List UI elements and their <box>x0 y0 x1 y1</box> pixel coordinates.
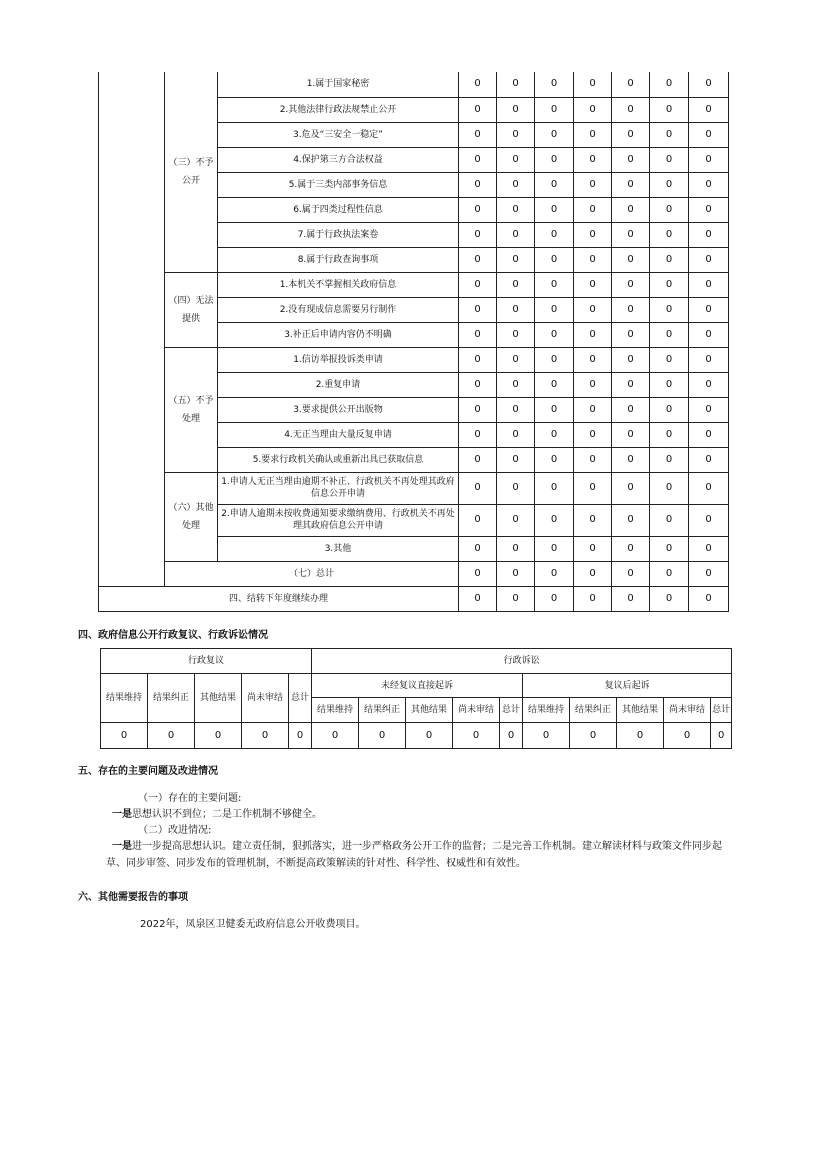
direct-column-header: 其他结果 <box>406 698 453 723</box>
value-cell: 0 <box>497 561 535 586</box>
value-cell: 0 <box>459 172 497 197</box>
value-cell: 0 <box>500 723 523 749</box>
row-label: 4.保护第三方合法权益 <box>218 147 459 172</box>
value-cell: 0 <box>689 297 729 322</box>
value-cell: 0 <box>535 586 574 611</box>
value-cell: 0 <box>689 247 729 272</box>
value-cell: 0 <box>612 297 650 322</box>
value-cell: 0 <box>148 723 195 749</box>
value-cell: 0 <box>459 197 497 222</box>
row-label: 7.属于行政执法案卷 <box>218 222 459 247</box>
value-cell: 0 <box>497 122 535 147</box>
value-cell: 0 <box>497 97 535 122</box>
after-column-header: 总计 <box>711 698 732 723</box>
outer-category-cell <box>99 72 165 586</box>
row-label: 5.要求行政机关确认或重新出具已获取信息 <box>218 447 459 472</box>
value-cell: 0 <box>101 723 148 749</box>
value-cell: 0 <box>574 297 612 322</box>
carryover-row <box>99 586 729 611</box>
value-cell: 0 <box>612 272 650 297</box>
after-column-header: 其他结果 <box>617 698 664 723</box>
group-label: （五）不予处理 <box>165 347 218 472</box>
improve-lead: 一是 <box>112 841 132 852</box>
direct-column-header: 总计 <box>500 698 523 723</box>
review-litigation-table <box>100 648 732 749</box>
after-column-header: 结果纠正 <box>570 698 617 723</box>
value-cell: 0 <box>459 397 497 422</box>
value-cell: 0 <box>497 72 535 97</box>
value-cell: 0 <box>711 723 732 749</box>
value-cell: 0 <box>650 122 689 147</box>
value-cell: 0 <box>535 247 574 272</box>
value-cell: 0 <box>195 723 242 749</box>
value-cell: 0 <box>689 372 729 397</box>
value-cell: 0 <box>535 447 574 472</box>
value-cell: 0 <box>574 147 612 172</box>
review-column-header: 尚未审结 <box>242 674 289 723</box>
after-column-header: 结果维持 <box>523 698 570 723</box>
improve-paragraph <box>106 838 724 872</box>
value-cell: 0 <box>523 723 570 749</box>
value-cell: 0 <box>497 172 535 197</box>
row-label: 6.属于四类过程性信息 <box>218 197 459 222</box>
value-cell: 0 <box>535 561 574 586</box>
value-cell: 0 <box>612 536 650 561</box>
value-cell: 0 <box>612 372 650 397</box>
table-row <box>99 72 729 97</box>
value-cell: 0 <box>574 122 612 147</box>
value-cell: 0 <box>650 172 689 197</box>
value-cell: 0 <box>574 197 612 222</box>
value-cell: 0 <box>574 536 612 561</box>
value-cell: 0 <box>664 723 711 749</box>
row-label: 4.无正当理由大量反复申请 <box>218 422 459 447</box>
row-label: 1.本机关不掌握相关政府信息 <box>218 272 459 297</box>
value-cell: 0 <box>497 322 535 347</box>
value-cell: 0 <box>612 347 650 372</box>
value-cell: 0 <box>535 372 574 397</box>
value-cell: 0 <box>612 397 650 422</box>
row-label: 1.信访举报投诉类申请 <box>218 347 459 372</box>
value-cell: 0 <box>612 586 650 611</box>
value-cell: 0 <box>612 322 650 347</box>
value-cell: 0 <box>650 472 689 504</box>
value-cell: 0 <box>650 347 689 372</box>
value-cell: 0 <box>612 222 650 247</box>
value-cell: 0 <box>612 247 650 272</box>
value-cell: 0 <box>459 347 497 372</box>
value-cell: 0 <box>497 347 535 372</box>
value-cell: 0 <box>535 72 574 97</box>
row-label: 8.属于行政查询事项 <box>218 247 459 272</box>
value-cell: 0 <box>612 97 650 122</box>
row-label: 3.危及“三安全一稳定” <box>218 122 459 147</box>
row-label: 3.其他 <box>218 536 459 561</box>
value-cell: 0 <box>497 536 535 561</box>
value-cell: 0 <box>289 723 312 749</box>
value-cell: 0 <box>650 322 689 347</box>
section5-title: 五、存在的主要问题及改进情况 <box>78 766 218 777</box>
improve-heading: （二）改进情况: <box>138 825 212 836</box>
value-cell: 0 <box>650 147 689 172</box>
value-cell: 0 <box>689 397 729 422</box>
row-label: 5.属于三类内部事务信息 <box>218 172 459 197</box>
value-cell: 0 <box>535 397 574 422</box>
value-cell: 0 <box>650 586 689 611</box>
after-column-header: 尚未审结 <box>664 698 711 723</box>
review-column-header: 其他结果 <box>195 674 242 723</box>
value-cell: 0 <box>459 322 497 347</box>
section6-text: 2022年，凤泉区卫健委无政府信息公开收费项目。 <box>140 919 366 930</box>
value-cell: 0 <box>612 147 650 172</box>
direct-column-header: 结果维持 <box>312 698 359 723</box>
row-label: 2.重复申请 <box>218 372 459 397</box>
litigation-header: 行政诉讼 <box>312 649 732 674</box>
value-cell: 0 <box>689 222 729 247</box>
value-cell: 0 <box>689 72 729 97</box>
row-label: 1.属于国家秘密 <box>218 72 459 97</box>
value-cell: 0 <box>612 172 650 197</box>
value-cell: 0 <box>612 122 650 147</box>
value-cell: 0 <box>574 272 612 297</box>
value-cell: 0 <box>574 561 612 586</box>
value-cell: 0 <box>497 247 535 272</box>
value-cell: 0 <box>689 586 729 611</box>
value-cell: 0 <box>612 561 650 586</box>
value-cell: 0 <box>574 397 612 422</box>
value-cell: 0 <box>535 536 574 561</box>
value-cell: 0 <box>650 272 689 297</box>
row-label: 1.申请人无正当理由逾期不补正、行政机关不再处理其政府信息公开申请 <box>218 472 459 504</box>
value-cell: 0 <box>497 397 535 422</box>
value-cell: 0 <box>459 372 497 397</box>
value-cell: 0 <box>497 447 535 472</box>
value-cell: 0 <box>535 297 574 322</box>
review-column-header: 总计 <box>289 674 312 723</box>
value-cell: 0 <box>574 372 612 397</box>
value-cell: 0 <box>535 147 574 172</box>
value-cell: 0 <box>535 347 574 372</box>
value-cell: 0 <box>459 147 497 172</box>
value-cell: 0 <box>650 97 689 122</box>
value-cell: 0 <box>689 422 729 447</box>
value-cell: 0 <box>650 197 689 222</box>
value-cell: 0 <box>497 222 535 247</box>
value-cell: 0 <box>574 72 612 97</box>
value-cell: 0 <box>689 447 729 472</box>
value-cell: 0 <box>574 97 612 122</box>
value-cell: 0 <box>617 723 664 749</box>
value-cell: 0 <box>574 247 612 272</box>
value-cell: 0 <box>497 272 535 297</box>
table-row <box>99 272 729 297</box>
value-cell: 0 <box>497 197 535 222</box>
value-cell: 0 <box>689 172 729 197</box>
value-cell: 0 <box>574 172 612 197</box>
group-label: （三）不予公开 <box>165 72 218 272</box>
value-cell: 0 <box>459 561 497 586</box>
value-cell: 0 <box>612 447 650 472</box>
value-cell: 0 <box>535 422 574 447</box>
value-cell: 0 <box>650 504 689 536</box>
value-cell: 0 <box>535 504 574 536</box>
value-cell: 0 <box>453 723 500 749</box>
table-row <box>99 472 729 504</box>
row-label: 3.要求提供公开出版物 <box>218 397 459 422</box>
value-cell: 0 <box>312 723 359 749</box>
carryover-label: 四、结转下年度继续办理 <box>99 586 459 611</box>
value-cell: 0 <box>459 504 497 536</box>
value-cell: 0 <box>574 322 612 347</box>
value-cell: 0 <box>497 472 535 504</box>
value-cell: 0 <box>459 586 497 611</box>
value-cell: 0 <box>650 372 689 397</box>
application-handling-table <box>98 72 729 612</box>
problems-text: 思想认识不到位；二是工作机制不够健全。 <box>132 809 322 820</box>
value-cell: 0 <box>689 197 729 222</box>
value-cell: 0 <box>689 122 729 147</box>
value-cell: 0 <box>535 122 574 147</box>
value-cell: 0 <box>459 272 497 297</box>
value-cell: 0 <box>612 472 650 504</box>
value-cell: 0 <box>612 197 650 222</box>
value-cell: 0 <box>535 172 574 197</box>
value-cell: 0 <box>650 397 689 422</box>
value-cell: 0 <box>497 422 535 447</box>
value-cell: 0 <box>459 297 497 322</box>
value-cell: 0 <box>574 422 612 447</box>
direct-suit-header: 未经复议直接起诉 <box>312 674 523 698</box>
value-cell: 0 <box>535 222 574 247</box>
row-label: 2.申请人逾期未按收费通知要求缴纳费用、行政机关不再处理其政府信息公开申请 <box>218 504 459 536</box>
value-cell: 0 <box>497 297 535 322</box>
value-cell: 0 <box>459 72 497 97</box>
value-cell: 0 <box>612 72 650 97</box>
value-cell: 0 <box>497 504 535 536</box>
section4-title: 四、政府信息公开行政复议、行政诉讼情况 <box>78 630 268 641</box>
row-label: 2.其他法律行政法规禁止公开 <box>218 97 459 122</box>
value-cell: 0 <box>650 222 689 247</box>
value-cell: 0 <box>459 222 497 247</box>
value-cell: 0 <box>406 723 453 749</box>
value-cell: 0 <box>535 322 574 347</box>
value-cell: 0 <box>650 72 689 97</box>
improve-text: 进一步提高思想认识。建立责任制，狠抓落实，进一步严格政务公开工作的监督；二是完善工作机制。建立解读材料与政策文件同步起草、同步审签、同步发布的管理机制，不断提高政策解读的针对性、科学性、权威性和有效性。 <box>106 841 722 869</box>
value-cell: 0 <box>689 504 729 536</box>
value-cell: 0 <box>612 422 650 447</box>
value-cell: 0 <box>242 723 289 749</box>
value-cell: 0 <box>689 536 729 561</box>
problems-lead: 一是 <box>112 809 132 820</box>
value-cell: 0 <box>650 447 689 472</box>
value-cell: 0 <box>689 272 729 297</box>
value-cell: 0 <box>459 247 497 272</box>
value-cell: 0 <box>650 247 689 272</box>
value-cell: 0 <box>359 723 406 749</box>
value-cell: 0 <box>650 561 689 586</box>
direct-column-header: 结果纠正 <box>359 698 406 723</box>
value-cell: 0 <box>535 272 574 297</box>
value-cell: 0 <box>497 147 535 172</box>
group-label: （四）无法提供 <box>165 272 218 347</box>
value-cell: 0 <box>459 536 497 561</box>
row-label: 3.补正后申请内容仍不明确 <box>218 322 459 347</box>
value-cell: 0 <box>574 472 612 504</box>
value-cell: 0 <box>689 561 729 586</box>
value-cell: 0 <box>650 536 689 561</box>
value-cell: 0 <box>535 97 574 122</box>
value-cell: 0 <box>650 297 689 322</box>
problems-paragraph <box>112 806 322 823</box>
value-cell: 0 <box>535 472 574 504</box>
value-cell: 0 <box>689 347 729 372</box>
group-label: （六）其他处理 <box>165 472 218 561</box>
value-cell: 0 <box>689 147 729 172</box>
total-label: （七）总计 <box>165 561 459 586</box>
value-cell: 0 <box>689 472 729 504</box>
review-column-header: 结果纠正 <box>148 674 195 723</box>
value-cell: 0 <box>650 422 689 447</box>
value-cell: 0 <box>574 586 612 611</box>
problems-heading: （一）存在的主要问题: <box>138 793 242 804</box>
section6-title: 六、其他需要报告的事项 <box>78 892 188 903</box>
value-cell: 0 <box>497 372 535 397</box>
value-cell: 0 <box>459 472 497 504</box>
direct-column-header: 尚未审结 <box>453 698 500 723</box>
total-row <box>99 561 729 586</box>
value-cell: 0 <box>459 447 497 472</box>
review-header: 行政复议 <box>101 649 312 674</box>
review-column-header: 结果维持 <box>101 674 148 723</box>
value-cell: 0 <box>497 586 535 611</box>
after-review-header: 复议后起诉 <box>523 674 732 698</box>
value-cell: 0 <box>612 504 650 536</box>
value-cell: 0 <box>574 222 612 247</box>
value-cell: 0 <box>689 322 729 347</box>
value-cell: 0 <box>459 97 497 122</box>
value-cell: 0 <box>574 347 612 372</box>
row-label: 2.没有现成信息需要另行制作 <box>218 297 459 322</box>
table-row <box>99 347 729 372</box>
value-cell: 0 <box>459 422 497 447</box>
value-cell: 0 <box>574 447 612 472</box>
value-cell: 0 <box>535 197 574 222</box>
value-cell: 0 <box>689 97 729 122</box>
value-cell: 0 <box>574 504 612 536</box>
value-cell: 0 <box>459 122 497 147</box>
value-cell: 0 <box>570 723 617 749</box>
